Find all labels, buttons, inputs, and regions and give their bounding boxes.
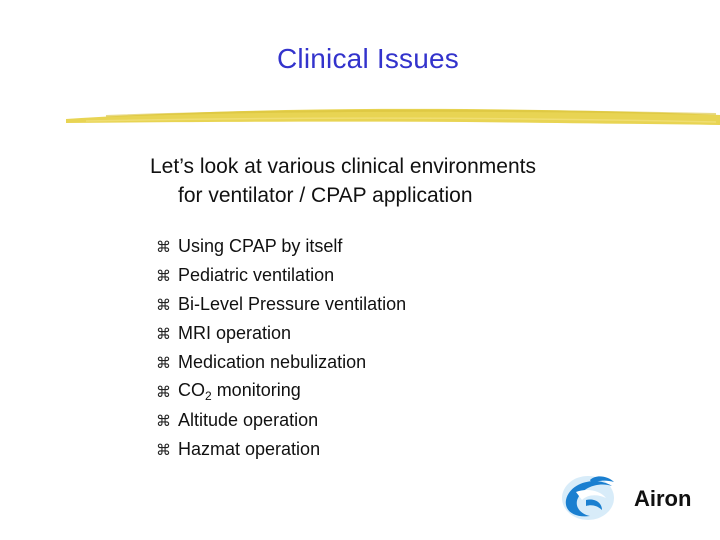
bullet-glyph-icon: ⌘ [156, 266, 171, 285]
title-underline-swoosh [66, 98, 720, 132]
slide-title: Clinical Issues [277, 43, 459, 74]
bullet-glyph-icon: ⌘ [156, 353, 171, 372]
co2-prefix: CO [178, 380, 205, 400]
bullet-glyph-icon: ⌘ [156, 237, 171, 256]
bullet-text: MRI operation [178, 323, 292, 343]
bullet-item [156, 406, 406, 435]
bullet-text: Pediatric ventilation [178, 265, 335, 285]
bullet-glyph-icon: ⌘ [156, 411, 171, 430]
bullet-text: Bi-Level Pressure ventilation [178, 294, 407, 314]
bullet-item [156, 319, 406, 348]
bullet-glyph-icon: ⌘ [156, 295, 171, 314]
airon-swirl-icon [556, 470, 626, 526]
bullet-list [156, 232, 406, 464]
bullet-glyph-icon: ⌘ [156, 324, 171, 343]
bullet-glyph-icon: ⌘ [156, 440, 171, 459]
bullet-text: Altitude operation [178, 410, 319, 430]
intro-line-2: for ventilator / CPAP application [178, 184, 473, 207]
bullet-item [156, 232, 406, 261]
co2-subscript: 2 [205, 389, 212, 403]
co2-suffix: monitoring [211, 380, 301, 400]
bullet-item [156, 290, 406, 319]
bullet-text: Hazmat operation [178, 439, 321, 459]
bullet-item [156, 348, 406, 377]
bullet-text [178, 380, 301, 403]
airon-logo [556, 470, 706, 526]
bullet-text: Medication nebulization [178, 352, 367, 372]
intro-text [150, 152, 670, 210]
bullet-glyph-icon: ⌘ [156, 382, 171, 401]
bullet-item [156, 261, 406, 290]
intro-line-1: Let’s look at various clinical environments [150, 155, 536, 178]
bullet-item [156, 435, 406, 464]
bullet-item [156, 377, 406, 406]
bullet-text: Using CPAP by itself [178, 236, 343, 256]
logo-wordmark: Airon [634, 486, 692, 511]
